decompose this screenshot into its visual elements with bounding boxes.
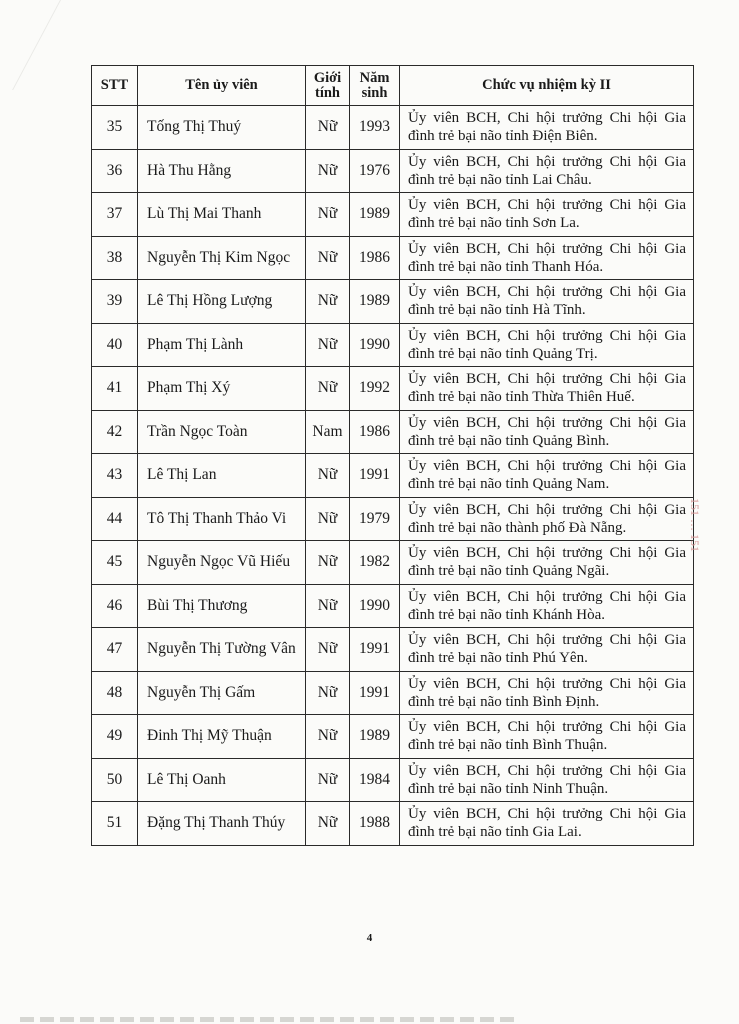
row-position: Ủy viên BCH, Chi hội trưởng Chi hội Gia đình trẻ bại não tỉnh Quảng Ngãi. xyxy=(400,541,694,585)
row-member-name: Nguyễn Thị Gấm xyxy=(138,671,306,715)
row-position: Ủy viên BCH, Chi hội trưởng Chi hội Gia đình trẻ bại não tỉnh Ninh Thuận. xyxy=(400,758,694,802)
row-stt: 49 xyxy=(92,715,138,759)
margin-note-text: 151 … 151 xyxy=(688,498,702,552)
row-gender: Nữ xyxy=(306,149,350,193)
row-member-name: Lê Thị Lan xyxy=(138,454,306,498)
row-position: Ủy viên BCH, Chi hội trưởng Chi hội Gia đình trẻ bại não thành phố Đà Nẵng. xyxy=(400,497,694,541)
paper-fold-shadow xyxy=(0,0,61,90)
row-position: Ủy viên BCH, Chi hội trưởng Chi hội Gia đình trẻ bại não tỉnh Gia Lai. xyxy=(400,802,694,846)
row-stt: 36 xyxy=(92,149,138,193)
row-member-name: Lù Thị Mai Thanh xyxy=(138,193,306,237)
row-birth-year: 1991 xyxy=(350,454,400,498)
row-gender: Nữ xyxy=(306,715,350,759)
row-stt: 50 xyxy=(92,758,138,802)
row-member-name: Đinh Thị Mỹ Thuận xyxy=(138,715,306,759)
scan-edge-artifact xyxy=(20,1017,520,1022)
row-birth-year: 1991 xyxy=(350,671,400,715)
row-member-name: Bùi Thị Thương xyxy=(138,584,306,628)
row-gender: Nữ xyxy=(306,541,350,585)
row-gender: Nữ xyxy=(306,584,350,628)
row-position: Ủy viên BCH, Chi hội trưởng Chi hội Gia đình trẻ bại não tỉnh Quảng Bình. xyxy=(400,410,694,454)
row-member-name: Tô Thị Thanh Thảo Vi xyxy=(138,497,306,541)
row-birth-year: 1991 xyxy=(350,628,400,672)
table-row xyxy=(92,410,694,454)
row-member-name: Phạm Thị Lành xyxy=(138,323,306,367)
row-position: Ủy viên BCH, Chi hội trưởng Chi hội Gia đình trẻ bại não tỉnh Sơn La. xyxy=(400,193,694,237)
table-header-row xyxy=(92,66,694,106)
row-position: Ủy viên BCH, Chi hội trưởng Chi hội Gia đình trẻ bại não tỉnh Lai Châu. xyxy=(400,149,694,193)
page-number: 4 xyxy=(366,932,373,944)
table-row xyxy=(92,149,694,193)
row-birth-year: 1986 xyxy=(350,236,400,280)
row-stt: 39 xyxy=(92,280,138,324)
row-position: Ủy viên BCH, Chi hội trưởng Chi hội Gia đình trẻ bại não tỉnh Bình Định. xyxy=(400,671,694,715)
row-member-name: Tống Thị Thuý xyxy=(138,106,306,150)
row-member-name: Nguyễn Thị Tường Vân xyxy=(138,628,306,672)
row-position: Ủy viên BCH, Chi hội trưởng Chi hội Gia đình trẻ bại não tỉnh Quảng Trị. xyxy=(400,323,694,367)
row-birth-year: 1989 xyxy=(350,193,400,237)
row-birth-year: 1993 xyxy=(350,106,400,150)
row-birth-year: 1990 xyxy=(350,584,400,628)
row-member-name: Nguyễn Thị Kim Ngọc xyxy=(138,236,306,280)
row-stt: 35 xyxy=(92,106,138,150)
table-row xyxy=(92,280,694,324)
row-birth-year: 1982 xyxy=(350,541,400,585)
row-gender: Nữ xyxy=(306,367,350,411)
header-name: Tên ủy viên xyxy=(138,66,306,106)
row-position: Ủy viên BCH, Chi hội trưởng Chi hội Gia đình trẻ bại não tỉnh Quảng Nam. xyxy=(400,454,694,498)
table-row xyxy=(92,802,694,846)
row-stt: 43 xyxy=(92,454,138,498)
row-stt: 48 xyxy=(92,671,138,715)
row-birth-year: 1988 xyxy=(350,802,400,846)
row-birth-year: 1990 xyxy=(350,323,400,367)
table-row xyxy=(92,454,694,498)
row-stt: 41 xyxy=(92,367,138,411)
table-row xyxy=(92,236,694,280)
table-row xyxy=(92,367,694,411)
row-gender: Nữ xyxy=(306,323,350,367)
table-row xyxy=(92,758,694,802)
row-stt: 44 xyxy=(92,497,138,541)
row-stt: 47 xyxy=(92,628,138,672)
row-gender: Nữ xyxy=(306,280,350,324)
row-gender: Nữ xyxy=(306,802,350,846)
table-row xyxy=(92,541,694,585)
row-gender: Nữ xyxy=(306,193,350,237)
header-year: Năm sinh xyxy=(350,66,400,106)
row-stt: 46 xyxy=(92,584,138,628)
table-row xyxy=(92,323,694,367)
header-stt: STT xyxy=(92,66,138,106)
row-gender: Nữ xyxy=(306,497,350,541)
row-position: Ủy viên BCH, Chi hội trưởng Chi hội Gia đình trẻ bại não tỉnh Điện Biên. xyxy=(400,106,694,150)
row-stt: 40 xyxy=(92,323,138,367)
row-gender: Nữ xyxy=(306,758,350,802)
row-position: Ủy viên BCH, Chi hội trưởng Chi hội Gia đình trẻ bại não tỉnh Phú Yên. xyxy=(400,628,694,672)
row-stt: 51 xyxy=(92,802,138,846)
row-gender: Nữ xyxy=(306,106,350,150)
table-body xyxy=(92,106,694,846)
row-birth-year: 1976 xyxy=(350,149,400,193)
header-gender: Giới tính xyxy=(306,66,350,106)
row-position: Ủy viên BCH, Chi hội trưởng Chi hội Gia đình trẻ bại não tỉnh Khánh Hòa. xyxy=(400,584,694,628)
table-row xyxy=(92,671,694,715)
row-gender: Nữ xyxy=(306,628,350,672)
row-position: Ủy viên BCH, Chi hội trưởng Chi hội Gia đình trẻ bại não tỉnh Thanh Hóa. xyxy=(400,236,694,280)
row-member-name: Lê Thị Oanh xyxy=(138,758,306,802)
row-member-name: Lê Thị Hồng Lượng xyxy=(138,280,306,324)
committee-members-table xyxy=(91,65,694,846)
row-birth-year: 1992 xyxy=(350,367,400,411)
row-stt: 42 xyxy=(92,410,138,454)
row-gender: Nữ xyxy=(306,671,350,715)
row-gender: Nam xyxy=(306,410,350,454)
row-member-name: Hà Thu Hằng xyxy=(138,149,306,193)
table-row xyxy=(92,193,694,237)
table-row xyxy=(92,628,694,672)
row-stt: 38 xyxy=(92,236,138,280)
row-stt: 37 xyxy=(92,193,138,237)
row-member-name: Trần Ngọc Toàn xyxy=(138,410,306,454)
row-birth-year: 1984 xyxy=(350,758,400,802)
margin-handwritten-mark xyxy=(688,498,731,658)
row-member-name: Phạm Thị Xý xyxy=(138,367,306,411)
row-birth-year: 1986 xyxy=(350,410,400,454)
table-row xyxy=(92,715,694,759)
row-member-name: Nguyễn Ngọc Vũ Hiếu xyxy=(138,541,306,585)
row-gender: Nữ xyxy=(306,454,350,498)
table-row xyxy=(92,497,694,541)
table-row xyxy=(92,584,694,628)
row-birth-year: 1979 xyxy=(350,497,400,541)
row-birth-year: 1989 xyxy=(350,715,400,759)
header-role: Chức vụ nhiệm kỳ II xyxy=(400,66,694,106)
row-birth-year: 1989 xyxy=(350,280,400,324)
row-position: Ủy viên BCH, Chi hội trưởng Chi hội Gia đình trẻ bại não tỉnh Bình Thuận. xyxy=(400,715,694,759)
row-position: Ủy viên BCH, Chi hội trưởng Chi hội Gia đình trẻ bại não tỉnh Hà Tĩnh. xyxy=(400,280,694,324)
row-gender: Nữ xyxy=(306,236,350,280)
table-row xyxy=(92,106,694,150)
row-stt: 45 xyxy=(92,541,138,585)
row-member-name: Đặng Thị Thanh Thúy xyxy=(138,802,306,846)
row-position: Ủy viên BCH, Chi hội trưởng Chi hội Gia đình trẻ bại não tỉnh Thừa Thiên Huế. xyxy=(400,367,694,411)
